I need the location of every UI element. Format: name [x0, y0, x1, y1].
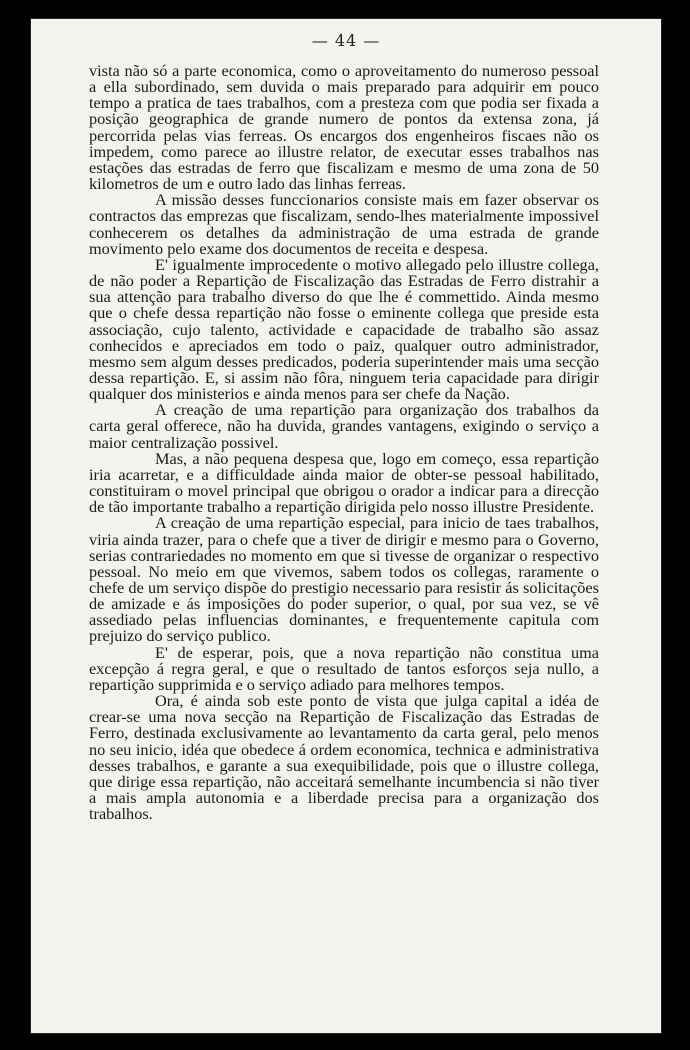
body-text: [89, 63, 599, 822]
paragraph: vista não só a parte economica, como o aproveitamento do numeroso pessoal a ella subordinado, sem duvida o mais preparado para adquirir em pouco tempo a pratica de taes trabalhos, com a presteza com que podia ser fixada a posição geographica de grande numero de pontos da extensa zona, já percorrida pelas vias ferreas. Os encargos dos engenheiros fiscaes não os impedem, como parece ao illustre relator, de executar esses trabalhos nas estações das estradas de ferro que fiscalizam e mesmo de uma zona de 50 kilometros de um e outro lado das linhas ferreas.: [89, 61, 599, 194]
paragraph: E' igualmente improcedente o motivo allegado pelo illustre collega, de não poder a Repartição de Fiscalização das Estradas de Ferro distrahir a sua attenção para trabalho diverso do que lhe é commettido. Ainda mesmo que o chefe dessa repartição não fosse o eminente collega que preside esta associação, cujo talento, actividade e capacidade de trabalho são assaz conhecidos e apreciados em todo o paiz, qualquer outro administrador, mesmo sem algum desses predicados, poderia superintender mais uma secção dessa repartição. E, si assim não fôra, ninguem teria capacidade para dirigir qualquer dos ministerios e ainda menos para ser chefe da Nação.: [89, 254, 599, 404]
paragraph: Mas, a não pequena despesa que, logo em começo, essa repartição iria acarretar, e a difficuldade ainda maior de obter-se pessoal habilitado, constituiram o movel principal que obrigou o orador a indicar para a direcção de tão importante trabalho a repartição dirigida pelo nosso illustre Presidente.: [89, 448, 599, 517]
paragraph: A creação de uma repartição especial, para inicio de taes trabalhos, viria ainda trazer, para o chefe que a tiver de dirigir e mesmo para o Governo, serias contrariedades no momento em que si tivesse de organizar o respectivo pessoal. No meio em que vivemos, sabem todos os collegas, raramente o chefe de um serviço dispõe do prestigio necessario para resistir ás solicitações de amizade e ás imposições do poder superior, o qual, por sua vez, se vê assediado pelas influencias dominantes, e frequentemente capitula com prejuizo do serviço publico.: [89, 513, 599, 646]
paragraph: Ora, é ainda sob este ponto de vista que julga capital a idéa de crear-se uma nova secção na Repartição de Fiscalização das Estradas de Ferro, destinada exclusivamente ao levantamento da carta geral, pelo menos no seu inicio, idéa que obedece á ordem economica, technica e administrativa desses trabalhos, e garante a sua exequibilidade, pois que o illustre collega, que dirige essa repartição, não acceitará semelhante incumbencia si não tiver a mais ampla autonomia e a liberdade precisa para a organização dos trabalhos.: [89, 691, 599, 824]
paragraph: A missão desses funccionarios consiste mais em fazer observar os contractos das emprezas que fiscalizam, sendo-lhes materialmente impossivel conhecerem os detalhes da administração de uma estrada de grande movimento pelo exame dos documentos de receita e despesa.: [89, 190, 599, 258]
page-number: — 44 —: [311, 31, 381, 50]
paragraph: A creação de uma repartição para organização dos trabalhos da carta geral offerece, não ha duvida, grandes vantagens, exigindo o serviço a maior centralização possivel.: [89, 400, 599, 452]
paragraph: E' de esperar, pois, que a nova repartição não constitua uma excepção á regra geral, e que o resultado de tantos esforços seja nullo, a repartição supprimida e o serviço adiado para melhores tempos.: [89, 642, 599, 694]
book-page: [30, 18, 662, 1034]
